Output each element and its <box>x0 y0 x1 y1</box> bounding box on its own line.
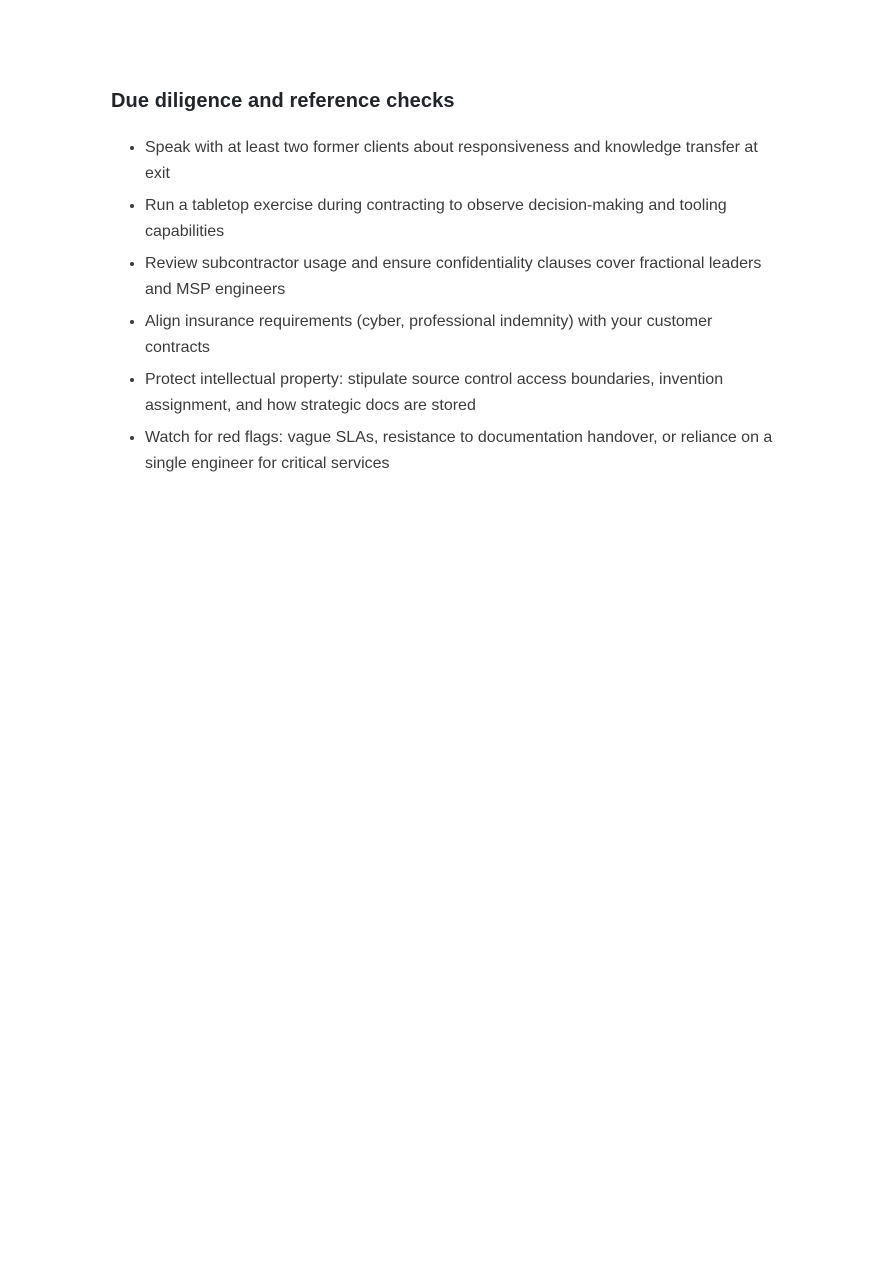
list-item: • Protect intellectual property: stipulate source control access boundaries, invention assignment, and how strategic docs are stored <box>145 366 781 419</box>
list-item: • Speak with at least two former clients about responsiveness and knowledge transfer at exit <box>145 134 781 187</box>
list-item: • Watch for red flags: vague SLAs, resistance to documentation handover, or reliance on a single engineer for critical services <box>145 424 781 477</box>
list-item: • Align insurance requirements (cyber, professional indemnity) with your customer contracts <box>145 308 781 361</box>
list-item: • Review subcontractor usage and ensure confidentiality clauses cover fractional leaders and MSP engineers <box>145 250 781 303</box>
page-title: Due diligence and reference checks <box>111 90 455 112</box>
bullet-list <box>111 134 781 477</box>
list-item: • Run a tabletop exercise during contracting to observe decision-making and tooling capabilities <box>145 192 781 245</box>
